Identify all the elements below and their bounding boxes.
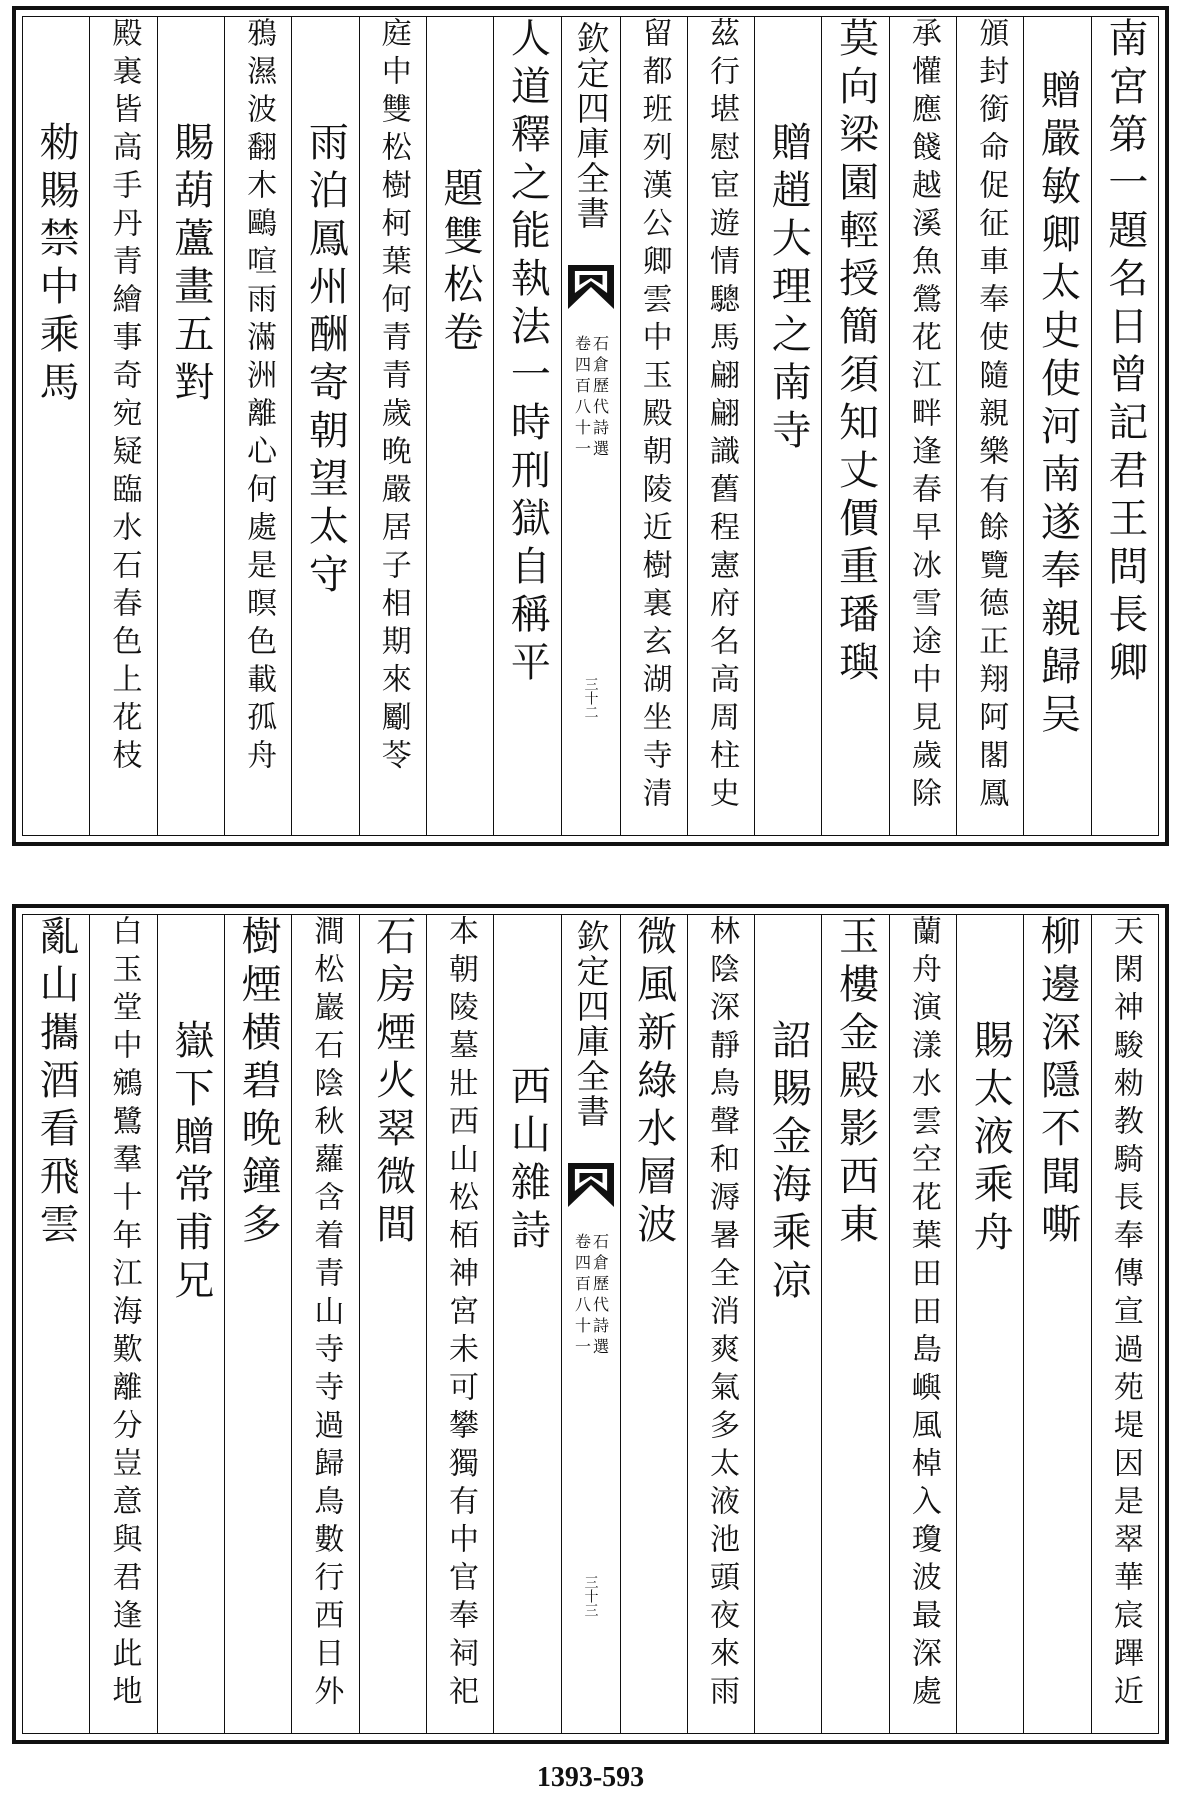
- column-text: 鴉濕波翻木鷗喧雨滿洲離心何處是暝色載孤舟: [241, 17, 277, 777]
- fishtail-mark-icon: [568, 265, 614, 309]
- column-text: 題雙松卷: [437, 167, 484, 359]
- column-text: 殿裏皆高手丹青繪事奇宛疑臨水石春色上花枝: [106, 17, 142, 777]
- text-column: [1091, 915, 1158, 1733]
- book-title: 欽定四庫全書: [571, 21, 611, 231]
- center-margin-column: [561, 915, 620, 1733]
- fishtail-mark-icon: [568, 1163, 614, 1207]
- column-text: 亂山攜酒看飛雲: [33, 915, 80, 1251]
- column-text: 承懽應餞越溪魚鶯花江畔逢春早冰雪途中見歲除: [905, 17, 941, 815]
- collection-title: 石倉歷代詩選: [590, 1233, 610, 1359]
- column-text: 莫向梁園輕授簡須知丈價重璠璵: [832, 17, 879, 689]
- text-column: [224, 915, 291, 1733]
- text-column: [359, 17, 426, 835]
- column-text: 天閑神駿勑教騎長奉傳宣過苑堤因是翠華宸蹕近: [1107, 915, 1143, 1713]
- volume-number: 卷四百八十一: [572, 335, 592, 461]
- bottom-page-text-area: [22, 914, 1159, 1734]
- text-column: [956, 915, 1023, 1733]
- column-text: 本朝陵墓壯西山松栢神宮未可攀獨有中官奉祠祀: [443, 915, 479, 1713]
- column-text: 頒封銜命促征車奉使隨親樂有餘覽德正翔阿閣鳳: [973, 17, 1009, 815]
- bottom-page-panel: [12, 904, 1169, 1744]
- collection-title: 石倉歷代詩選: [590, 335, 610, 461]
- text-column: [89, 17, 156, 835]
- text-column: [687, 17, 754, 835]
- column-text: 雨泊鳳州酬寄朝望太守: [302, 121, 349, 601]
- text-column: [821, 915, 888, 1733]
- column-text: 白玉堂中鵷鷺羣十年江海歎離分豈意與君逢此地: [106, 915, 142, 1713]
- text-column: [687, 915, 754, 1733]
- text-column: [224, 17, 291, 835]
- text-column: [620, 17, 687, 835]
- center-margin-column: [561, 17, 620, 835]
- column-text: 柳邊深隱不聞嘶: [1034, 915, 1081, 1251]
- column-text: 嶽下贈常甫兄: [167, 1019, 214, 1307]
- column-text: 林陰深靜鳥聲和溽暑全消爽氣多太液池頭夜來雨: [703, 915, 739, 1713]
- column-text: 南宮第一題名日曾記君王問長卿: [1101, 17, 1148, 689]
- column-text: 留都班列漢公卿雲中玉殿朝陵近樹裏玄湖坐寺清: [636, 17, 672, 815]
- text-column: [291, 915, 358, 1733]
- text-column: [89, 915, 156, 1733]
- text-column: [23, 17, 89, 835]
- folio-number: 三十二: [582, 677, 599, 719]
- text-column: [157, 915, 224, 1733]
- column-text: 勑賜禁中乘馬: [33, 121, 80, 409]
- text-column: [493, 17, 560, 835]
- text-column: [426, 17, 493, 835]
- text-column: [889, 915, 956, 1733]
- volume-number: 卷四百八十一: [572, 1233, 592, 1359]
- page-number: 1393-593: [536, 1762, 645, 1793]
- text-column: [23, 915, 89, 1733]
- column-text: 贈嚴敏卿太史使河南遂奉親歸吴: [1034, 69, 1081, 741]
- top-page-text-area: [22, 16, 1159, 836]
- column-text: 玉樓金殿影西東: [832, 915, 879, 1251]
- text-column: [359, 915, 426, 1733]
- text-column: [754, 17, 821, 835]
- text-column: [1091, 17, 1158, 835]
- column-text: 樹煙横碧晚鐘多: [235, 915, 282, 1251]
- column-text: 茲行堪慰宦遊情驄馬翩翩識舊程憲府名高周柱史: [703, 17, 739, 815]
- column-text: 詔賜金海乘凉: [765, 1019, 812, 1307]
- text-column: [426, 915, 493, 1733]
- text-column: [620, 915, 687, 1733]
- text-column: [291, 17, 358, 835]
- column-text: 人道釋之能執法一時刑獄自稱平: [504, 17, 551, 689]
- text-column: [157, 17, 224, 835]
- folio-number: 三十三: [582, 1575, 599, 1617]
- column-text: 石房煙火翠微間: [369, 915, 416, 1251]
- top-page-panel: [12, 6, 1169, 846]
- column-text: 賜太液乘舟: [967, 1019, 1014, 1259]
- text-column: [956, 17, 1023, 835]
- book-title: 欽定四庫全書: [571, 919, 611, 1129]
- column-text: 澗松巖石陰秋蘿含着青山寺寺過歸鳥數行西日外: [308, 915, 344, 1713]
- column-text: 西山雜詩: [504, 1065, 551, 1257]
- text-column: [1023, 17, 1090, 835]
- column-text: 賜葫蘆畫五對: [167, 121, 214, 409]
- column-text: 庭中雙松樹柯葉何青青歲晚嚴居子相期來劚苓: [375, 17, 411, 777]
- column-text: 微風新綠水層波: [630, 915, 677, 1251]
- text-column: [754, 915, 821, 1733]
- text-column: [1023, 915, 1090, 1733]
- text-column: [493, 915, 560, 1733]
- column-text: 蘭舟演漾水雲空花葉田田島嶼風棹入瓊波最深處: [905, 915, 941, 1713]
- column-text: 贈趙大理之南寺: [765, 121, 812, 457]
- text-column: [889, 17, 956, 835]
- text-column: [821, 17, 888, 835]
